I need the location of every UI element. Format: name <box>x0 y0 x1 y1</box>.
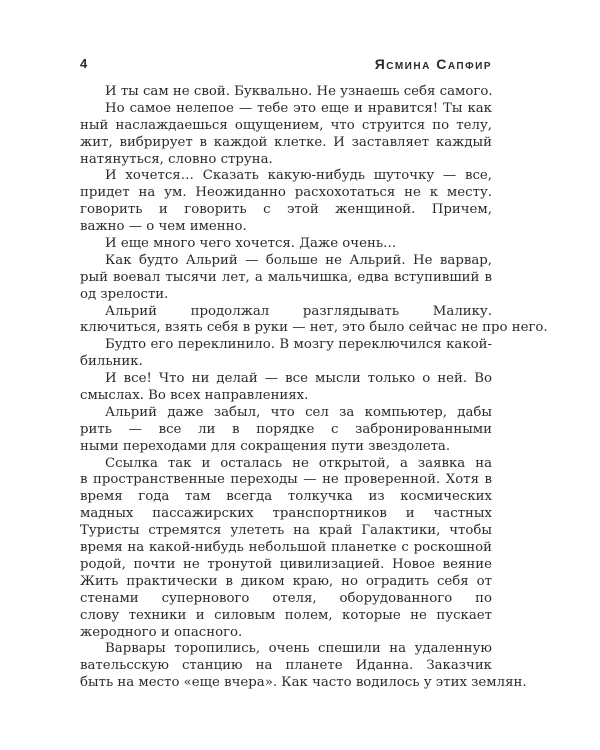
text-line: придет на ум. Неожиданно расхохотаться не к месту. <box>80 185 492 201</box>
text-line: важно — о чем именно. <box>80 219 247 235</box>
text-line: в пространственные переходы — не проверенной. Хотя в <box>80 472 492 488</box>
author-name: Ясмина Сапфир <box>374 56 492 72</box>
paragraph <box>80 303 548 338</box>
text-line: слову техники и силовым полем, которые не пускает <box>80 607 492 623</box>
text-line: Как будто Альрий — больше не Альрий. Не варвар, <box>105 252 492 268</box>
text-line: ными переходами для сокращения пути звездолета. <box>80 438 451 454</box>
text-line: жеродного и опасного. <box>80 624 243 640</box>
text-line: И все! Что ни делай — все мысли только о ней. Во <box>105 371 492 387</box>
body-text <box>80 84 548 692</box>
text-line: мадных пассажирских транспортников и частных <box>80 506 492 522</box>
paragraph <box>80 456 492 642</box>
paragraph <box>80 641 527 692</box>
text-line: время на какой-нибудь небольшой планетке с роскошной <box>80 540 492 556</box>
text-line: родой, почти не тронутой цивилизацией. Новое веяние <box>80 556 492 572</box>
text-line: бильник. <box>80 354 143 370</box>
text-line: жит, вибрирует в каждой клетке. И заставляет каждый <box>80 134 492 150</box>
text-line: рить — все ли в порядке с забронированными <box>80 421 492 437</box>
paragraph <box>80 84 492 101</box>
text-line: Но самое нелепое — тебе это еще и нравится! Ты как <box>105 100 492 116</box>
text-line: Ссылка так и осталась не открытой, а заявка на <box>105 455 492 471</box>
text-line: быть на место «еще вчера». Как часто водилось у этих землян. <box>80 675 527 691</box>
text-line: Альрий продолжал разглядывать Малику. <box>105 303 492 319</box>
text-line: ный наслаждаешься ощущением, что струится по телу, <box>80 117 492 133</box>
text-line: И ты сам не свой. Буквально. Не узнаешь себя самого. <box>105 84 493 99</box>
page-number: 4 <box>80 56 88 71</box>
text-line: Будто его переклинило. В мозгу переключился какой- <box>105 337 492 353</box>
paragraph <box>80 101 492 169</box>
paragraph <box>80 405 492 456</box>
text-line: вательсскую станцию на планете Иданна. Заказчик <box>80 658 492 674</box>
paragraph <box>80 253 492 304</box>
text-line: Альрий даже забыл, что сел за компьютер, дабы <box>105 404 492 420</box>
text-line: Варвары торопились, очень спешили на удаленную <box>105 641 492 657</box>
text-line: Жить практически в диком краю, но оградить себя от <box>80 573 492 589</box>
text-line: И еще много чего хочется. Даже очень… <box>105 236 397 252</box>
text-line: И хочется… Сказать какую-нибудь шуточку — все, <box>105 168 492 184</box>
running-header <box>80 56 492 74</box>
paragraph <box>80 236 492 253</box>
text-line: смыслах. Во всех направлениях. <box>80 388 309 404</box>
paragraph <box>80 371 492 405</box>
text-line: од зрелости. <box>80 286 169 302</box>
text-line: Туристы стремятся улететь на край Галактики, чтобы <box>80 523 492 539</box>
text-line: ключиться, взять себя в руки — нет, это было сейчас не про него. <box>80 320 548 336</box>
paragraph <box>80 168 492 236</box>
paragraph <box>80 337 492 371</box>
text-line: время года там всегда толкучка из космических <box>80 489 492 505</box>
text-line: стенами супернового отеля, оборудованного по <box>80 590 492 606</box>
text-line: натянуться, словно струна. <box>80 151 273 167</box>
text-line: рый воевал тысячи лет, а мальчишка, едва вступивший в <box>80 269 492 285</box>
text-line: говорить и говорить с этой женщиной. Причем, <box>80 202 492 218</box>
